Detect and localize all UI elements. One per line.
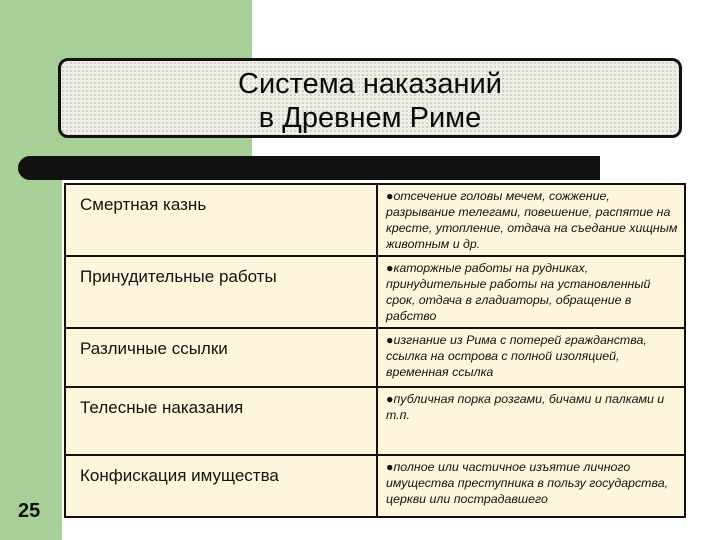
title-line-1: Система наказаний <box>238 68 502 100</box>
punishments-table <box>64 183 686 518</box>
row-label: Различные ссылки <box>65 328 377 387</box>
row-description: ●изгнание из Рима с потерей гражданства, ссылка на острова с полной изоляцией, временная ссылка <box>377 328 685 387</box>
row-description: ●полное или частичное изъятие личного имущества преступника в пользу государства, церкви или пострадавшего <box>377 455 685 517</box>
table-row <box>65 387 685 455</box>
header-bar <box>18 156 600 180</box>
table-row <box>65 184 685 256</box>
row-description: ●каторжные работы на рудниках, принудительные работы на установленный срок, отдача в гладиаторы, обращение в рабство <box>377 256 685 328</box>
row-description: ●публичная порка розгами, бичами и палками и т.п. <box>377 387 685 455</box>
table-row <box>65 256 685 328</box>
row-label: Конфискация имущества <box>65 455 377 517</box>
table-row <box>65 328 685 387</box>
slide-title <box>61 67 679 135</box>
row-label: Телесные наказания <box>65 387 377 455</box>
page-number: 25 <box>18 500 41 522</box>
row-label: Принудительные работы <box>65 256 377 328</box>
title-line-2: в Древнем Риме <box>258 102 482 134</box>
left-green-band <box>0 0 62 540</box>
row-description: ●отсечение головы мечем, сожжение, разрывание телегами, повешение, распятие на кресте, утопление, отдача на съедание хищным животным и др. <box>377 184 685 256</box>
title-box <box>58 58 682 138</box>
table-row <box>65 455 685 517</box>
row-label: Смертная казнь <box>65 184 377 256</box>
